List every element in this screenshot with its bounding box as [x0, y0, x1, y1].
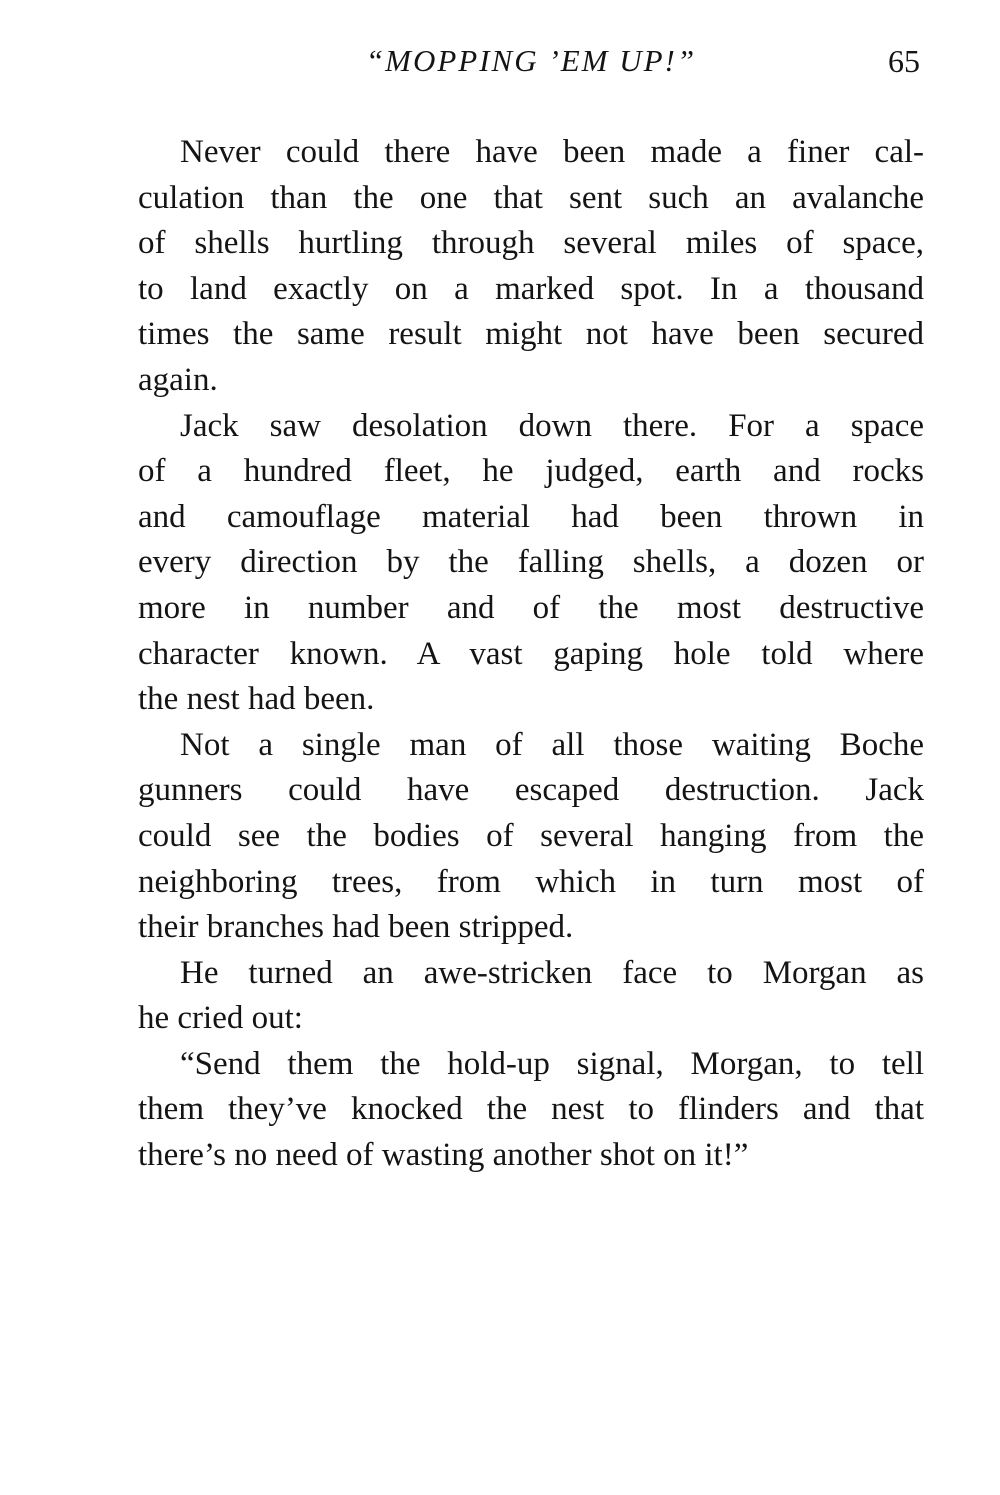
text-line: Never could there have been made a finer cal-: [180, 134, 924, 170]
text-line: “Send them the hold-up signal, Morgan, to tell: [180, 1045, 924, 1082]
paragraph: [138, 404, 924, 723]
page-number: 65: [888, 43, 920, 79]
text-line: of a hundred fleet, he judged, earth and rocks: [138, 453, 924, 490]
text-line: Jack saw desolation down there. For a space: [180, 407, 924, 444]
text-line: Not a single man of all those waiting Boche: [180, 726, 924, 763]
text-line: and camouflage material had been thrown in: [138, 498, 924, 535]
text-line: their branches had been stripped.: [138, 909, 574, 946]
text-line: character known. A vast gaping hole told where: [138, 635, 924, 672]
text-line: there’s no need of wasting another shot on it!”: [138, 1137, 749, 1174]
paragraph: [138, 130, 924, 404]
text-line: more in number and of the most destructive: [138, 589, 924, 626]
text-line: culation than the one that sent such an avalanche: [138, 179, 924, 216]
text-line: to land exactly on a marked spot. In a thousand: [138, 270, 924, 307]
text-line: times the same result might not have been secured: [138, 316, 924, 353]
text-line: could see the bodies of several hanging from the: [138, 817, 924, 854]
text-line: every direction by the falling shells, a dozen or: [138, 544, 924, 581]
paragraph: [138, 1042, 924, 1179]
text-line: them they’ve knocked the nest to flinders and that: [138, 1091, 924, 1128]
text-line: of shells hurtling through several miles of space,: [138, 225, 924, 262]
text-line: the nest had been.: [138, 681, 375, 718]
body-text: [138, 130, 924, 1179]
text-line: he cried out:: [138, 1000, 303, 1037]
running-title: “MOPPING ’EM UP!”: [365, 43, 697, 78]
text-line: neighboring trees, from which in turn most of: [138, 863, 924, 900]
text-line: gunners could have escaped destruction. Jack: [138, 772, 924, 809]
running-header: [138, 38, 924, 84]
text-line: again.: [138, 361, 218, 398]
paragraph: [138, 951, 924, 1042]
paragraph: [138, 723, 924, 951]
text-line: He turned an awe-stricken face to Morgan as: [180, 954, 924, 991]
